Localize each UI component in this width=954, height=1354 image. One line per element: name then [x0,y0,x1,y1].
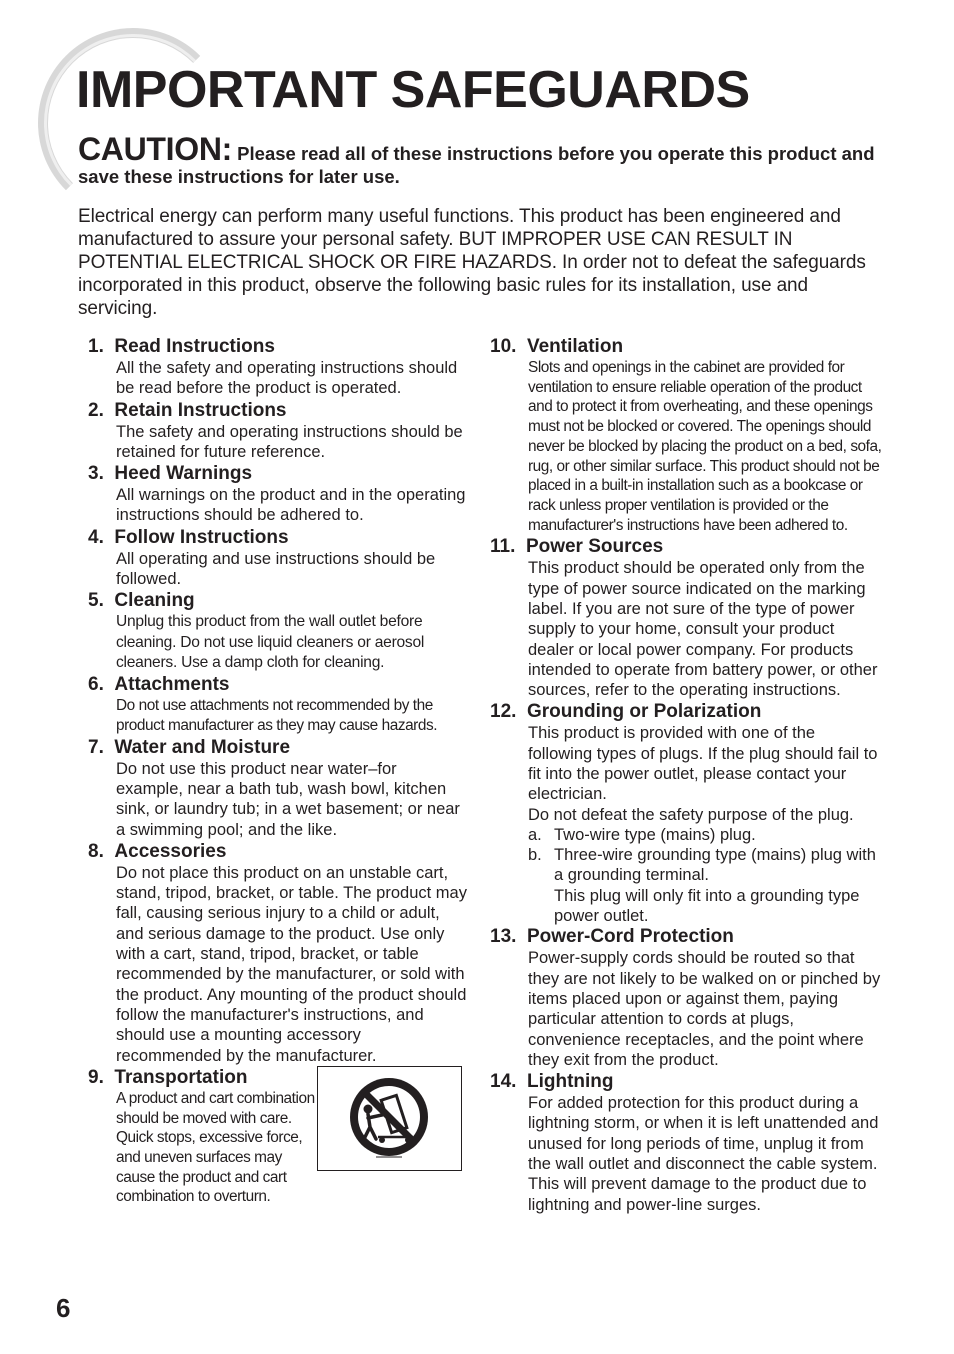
item-body: The safety and operating instructions should be retained for future reference. [116,422,463,461]
sub-text-2: This plug will only fit into a grounding type power outlet. [554,886,860,926]
item-number: 2. [88,399,104,421]
caution-block [78,131,878,188]
safeguard-item-2 [88,400,468,463]
plug-type-b [490,845,882,926]
item-number: 9. [88,1066,104,1088]
item-body: Do not place this product on an unstable cart, stand, tripod, bracket, or table. The product may fall, causing serious injury to a child or adult, and serious damage to the product. Use only with a cart, stand, tripod, bracket, or table recommended by the manufacturer, or sold with the product. Any mounting of the product should follow the manufacturer's instructions, and should use a mounting accessory recommended by the manufacturer. [116,863,467,1065]
item-body: All the safety and operating instructions should be read before the product is operated. [116,359,458,398]
sub-label: b. [528,846,542,865]
item-title: Heed Warnings [114,463,253,485]
safeguard-item-11 [490,536,882,700]
item-number: 3. [88,463,104,485]
left-column [88,336,468,1208]
item-number: 12. [490,701,517,723]
item-number: 5. [88,590,104,612]
safeguard-item-8 [88,841,468,1066]
item-body: This product is provided with one of the following types of plugs. If the plug should fail to fit into the power outlet, please contact your electrician. [528,724,878,804]
item-number: 8. [88,840,104,862]
intro-paragraph: Electrical energy can perform many useful functions. This product has been engineered and manufactured to assure your personal safety. BUT IMPROPER USE CAN RESULT IN POTENTIAL ELECTRICAL SHOCK OR FIRE HAZARDS. In order not to defeat the safeguards incorporated in this product, observe the following basic rules for its installation, use and servicing. [78,206,866,319]
sub-text: Two-wire type (mains) plug. [554,825,756,844]
page-title: IMPORTANT SAFEGUARDS [76,61,750,119]
item-body: Unplug this product from the wall outlet before cleaning. Do not use liquid cleaners or aerosol cleaners. Use a damp cloth for cleaning. [116,613,425,671]
item-body: Slots and openings in the cabinet are provided for ventilation to ensure reliable operation of the product and to protect it from overheating, and these openings must not be blocked or covered. The openings should never be blocked by placing the product on a bed, sofa, rug, or other similar surface. This product should not be placed in a built-in installation such as a bookcase or rack unless proper ventilation is provided or the manufacturer's instructions have been adhered to. [528,359,882,534]
item-number: 7. [88,736,104,758]
item-body: For added protection for this product during a lightning storm, or when it is left unattended and unused for long periods of time, unplug it from the wall outlet and disconnect the cable system. This will prevent damage to the product due to lightning and power-line surges. [528,1094,879,1214]
item-body: Power-supply cords should be routed so that they are not likely to be walked on or pinched by items placed upon or against them, paying particular attention to cords at plugs, convenience receptacles, and the point where they exit from the product. [528,949,881,1069]
item-title: Transportation [114,1066,248,1088]
safeguard-item-1 [88,336,468,399]
safeguard-item-14 [490,1071,882,1215]
item-body: All warnings on the product and in the operating instructions should be adhered to. [116,486,466,525]
plug-type-a [490,825,882,845]
item-body: All operating and use instructions should be followed. [116,549,436,589]
safeguard-item-3 [88,463,468,526]
item-title: Read Instructions [114,336,275,357]
item-title: Attachments [114,674,230,696]
item-body-2: Do not defeat the safety purpose of the plug. [528,805,854,824]
item-title: Cleaning [114,590,195,612]
right-column [490,336,882,1216]
item-number: 4. [88,526,104,548]
cart-tip-over-warning-icon [317,1066,462,1171]
item-body: Do not use this product near water–for example, near a bath tub, wash bowl, kitchen sink, or laundry tub; in a wet basement; or near a swimming pool; and the like. [116,759,460,839]
item-body: This product should be operated only from the type of power source indicated on the marking label. If you are not sure of the type of power supply to your home, consult your product dealer or local power company. For products intended to operate from battery power, or other sources, refer to the operating instructions. [528,559,878,700]
safeguard-item-4 [88,527,468,590]
item-title: Lightning [526,1071,614,1093]
item-number: 11. [490,536,516,558]
item-number: 13. [490,926,517,948]
item-title: Accessories [114,840,227,862]
safeguard-item-9 [88,1067,468,1207]
safeguard-item-7 [88,737,468,840]
item-number: 1. [88,336,104,357]
item-number: 6. [88,674,104,696]
caution-text: Please read all of these instructions before you operate this product and save these instructions for later use. [78,143,875,187]
safeguard-item-12 [490,701,882,926]
sub-text: Three-wire grounding type (mains) plug with a grounding terminal. [554,846,876,885]
item-number: 10. [490,336,517,357]
item-body: A product and cart combination should be moved with care. Quick stops, excessive force, and uneven surfaces may cause the product and cart combination to overturn. [116,1089,315,1206]
item-title: Power-Cord Protection [526,926,734,948]
item-title: Grounding or Polarization [526,701,762,723]
item-title: Power Sources [525,536,664,558]
caution-label: CAUTION: [78,131,233,167]
safeguard-item-5 [88,590,468,673]
item-title: Water and Moisture [114,736,291,758]
item-number: 14. [490,1071,517,1093]
item-title: Follow Instructions [114,526,289,548]
sub-label: a. [528,825,542,844]
safeguard-item-13 [490,926,882,1070]
safeguard-item-6 [88,674,468,735]
safeguard-item-10 [490,336,882,535]
item-title: Ventilation [526,336,624,357]
item-body: Do not use attachments not recommended by the product manufacturer as they may cause hazards. [116,697,438,734]
item-title: Retain Instructions [114,399,287,421]
page-number: 6 [56,1293,71,1323]
